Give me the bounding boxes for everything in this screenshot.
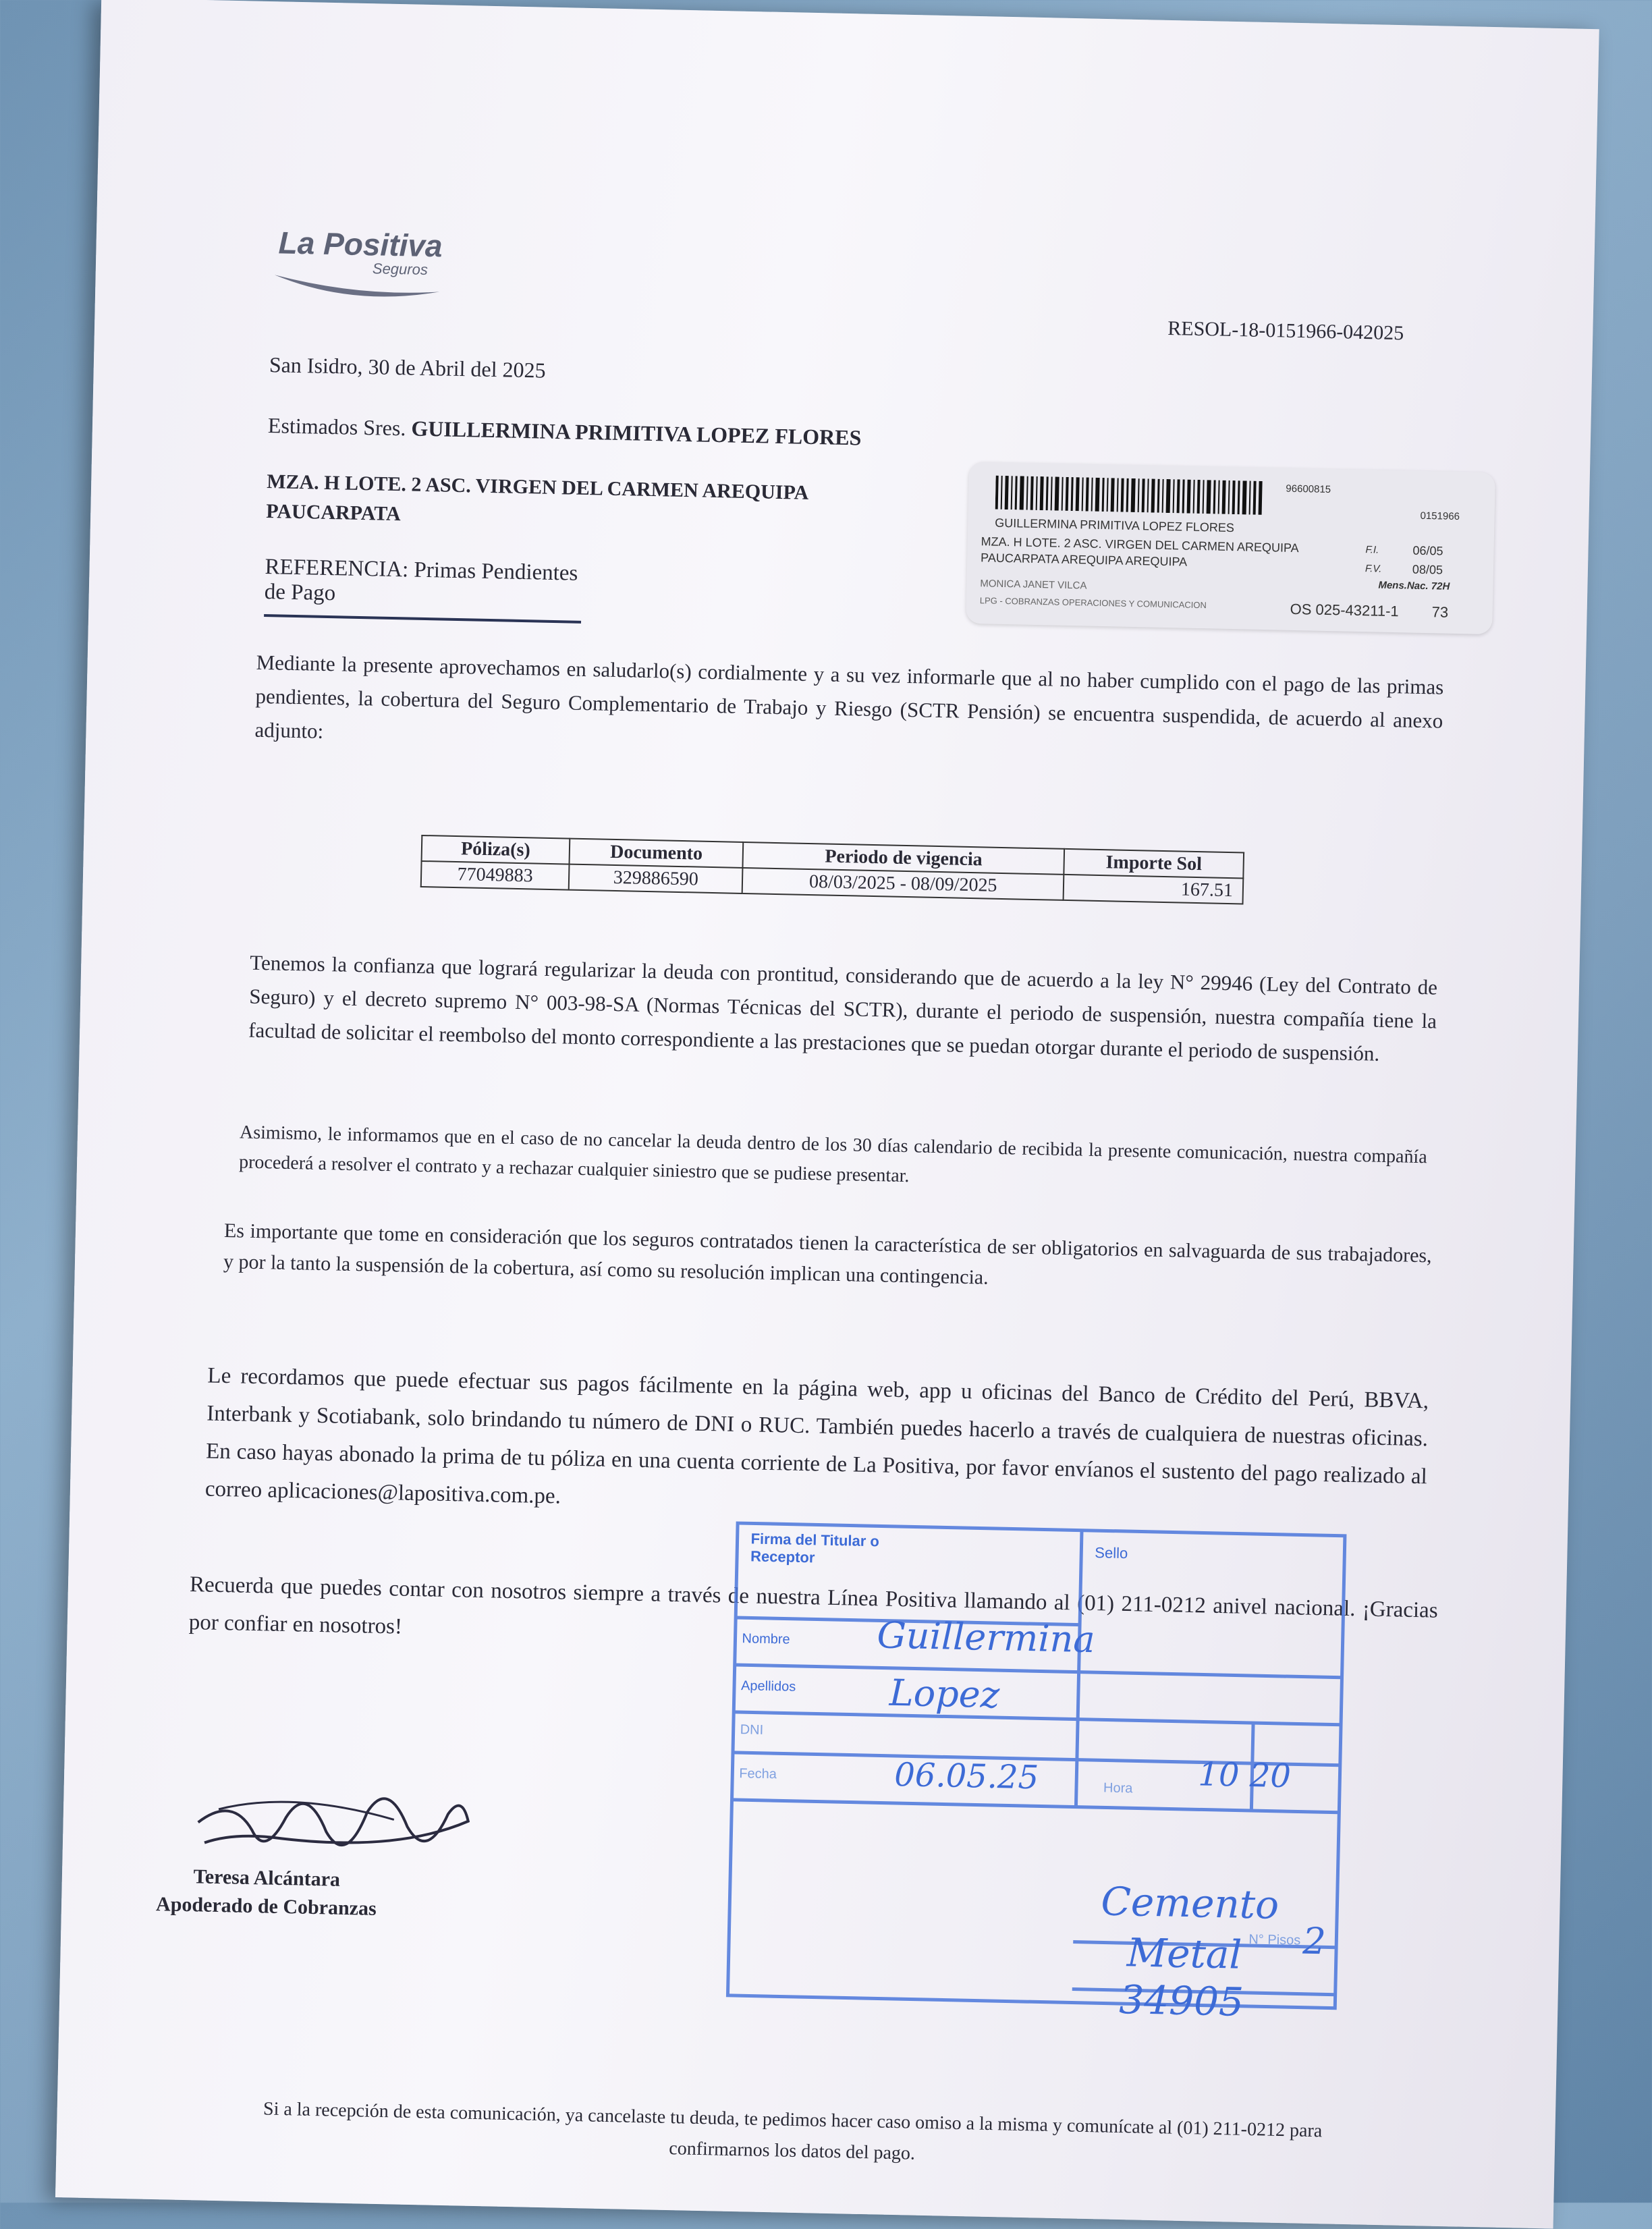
reference-line: REFERENCIA: Primas Pendientes de Pago [264,555,582,624]
table-header: Documento [570,839,744,868]
logo-swoosh-icon [271,265,447,308]
table-header: Póliza(s) [422,835,570,864]
label-fv-caption: F.V. [1365,563,1382,575]
stamp-nombre-label: Nombre [742,1631,790,1647]
label-mens: Mens.Nac. 72H [1378,579,1450,593]
stamp-apellidos-value: Lopez [889,1671,1000,1717]
letter-date: San Isidro, 30 de Abril del 2025 [269,352,546,383]
mailing-label [966,462,1495,634]
label-num: 73 [1431,603,1449,621]
company-logo: La Positiva [278,225,443,264]
recipient-address: MZA. H LOTE. 2 ASC. VIRGEN DEL CARMEN AREQUIPA PAUCARPATA [266,470,808,526]
stamp-fecha-label: Fecha [739,1766,777,1782]
company-logo-sub: Seguros [372,260,429,278]
label-fi-caption: F.I. [1365,544,1379,556]
table-cell-document: 329886590 [569,864,743,893]
paragraph-intro: Mediante la presente aprovechamos en saludarlo(s) cordialmente y a su vez informarle que al no haber cumplido con el pago de las primas pendientes, la cobertura del Seguro Complementario de Trabajo y Riesgo (SCTR Pensión) se encuentra suspendida, de acuerdo al anexo adjunto: [254,650,1444,743]
label-fi: 06/05 [1412,543,1443,558]
label-code: 0151966 [1420,510,1460,523]
signer-name: Teresa Alcántara [193,1865,341,1891]
table-cell-policy: 77049883 [421,861,570,890]
label-agent: MONICA JANET VILCA [980,578,1087,592]
stamp-hora-value: 10 20 [1197,1755,1292,1796]
table-header: Periodo de vigencia [743,842,1064,875]
signer-block [156,1862,377,1923]
signer-title: Apoderado de Cobranzas [155,1893,377,1920]
label-address-2: PAUCARPATA AREQUIPA AREQUIPA [980,551,1188,569]
stamp-note-material: Cemento [1100,1878,1279,1928]
recipient-name: GUILLERMINA PRIMITIVA LOPEZ FLORES [411,416,862,450]
reception-stamp [721,1516,1406,2037]
stamp-pisos-label: N° Pisos [1248,1931,1301,1948]
stamp-note-metal: Metal [1126,1929,1242,1978]
paragraph-cancellation: Asimismo, le informamos que en el caso de no cancelar la deuda dentro de los 30 días calendario de recibida la presente comunicación, nuestra compañía procederá a resolver el contrato y a rechazar cualquier siniestro que se pudiese presentar. [238,1122,1428,1187]
label-fv: 08/05 [1412,562,1443,577]
signature-icon [190,1768,476,1875]
policy-table [420,835,1244,905]
label-barcode-number: 96600815 [1286,483,1331,496]
stamp-pisos-value: 2 [1302,1919,1327,1963]
greeting-prefix: Estimados Sres. [267,413,406,441]
stamp-fecha-value: 06.05.25 [893,1755,1039,1797]
stamp-apellidos-label: Apellidos [740,1678,796,1695]
stamp-dni-label: DNI [740,1722,764,1738]
label-os: OS 025-43211-1 [1290,600,1399,620]
table-cell-period: 08/03/2025 - 08/09/2025 [742,868,1064,900]
barcode-icon [995,476,1266,515]
stamp-nombre-value: Guillermina [877,1614,1096,1661]
greeting [268,413,862,450]
label-dept: LPG - COBRANZAS OPERACIONES Y COMUNICACION [979,595,1207,611]
letter-page [55,0,1599,2229]
table-header: Importe Sol [1064,849,1244,879]
footer-note: Si a la recepción de esta comunicación, ya cancelaste tu deuda, te pedimos hacer caso omiso a la misma y comunícate al (01) 211-0212 para confirmarnos los datos del pago. [263,2098,1323,2164]
stamp-firma-label: Firma del Titular o Receptor [750,1530,880,1566]
label-name: GUILLERMINA PRIMITIVA LOPEZ FLORES [995,516,1235,535]
paragraph-confidence: Tenemos la confianza que logrará regularizar la deuda con prontitud, considerando que de acuerdo a la ley N° 29946 (Ley del Contrato de Seguro) y el decreto supremo N° 003-98-SA (Normas Técnicas del SCTR), durante el periodo de suspensión, nuestra compañía tiene la facultad de solicitar el reembolso del monto correspondiente a las prestaciones que se puedan otorgar durante el periodo de suspensión. [248,950,1438,1066]
stamp-sello-label: Sello [1095,1544,1128,1562]
resolution-number: RESOL-18-0151966-042025 [1167,317,1404,345]
paragraph-importance: Es importante que tome en consideración que los seguros contratados tienen la característica de ser obligatorios en salvaguarda de sus trabajadores, y por la tanto la suspensión de la cobertura, así como su resolución implican una contingencia. [223,1219,1432,1289]
paragraph-thanks: Recuerda que puedes contar con nosotros siempre a través de nuestra Línea Positiva llamando al (01) 211-0212 anivel nacional. ¡Gracias por confiar en nosotros! [188,1572,1439,1639]
label-address-1: MZA. H LOTE. 2 ASC. VIRGEN DEL CARMEN AREQUIPA [981,534,1299,555]
stamp-hora-label: Hora [1103,1780,1133,1796]
table-cell-amount: 167.51 [1064,875,1244,904]
stamp-note-number: 34905 [1118,1976,1244,2025]
paragraph-payment: Le recordamos que puede efectuar sus pagos fácilmente en la página web, app u oficinas del Banco de Crédito del Perú, BBVA, Interbank y Scotiabank, solo brindando tu número de DNI o RUC. También puedes hacerlo a través de cualquiera de nuestras oficinas. En caso hayas abonado la prima de tu póliza en una cuenta corriente de La Positiva, por favor envíanos el sustento del pago realizado al correo aplicaciones@lapositiva.com.pe. [204,1363,1429,1509]
